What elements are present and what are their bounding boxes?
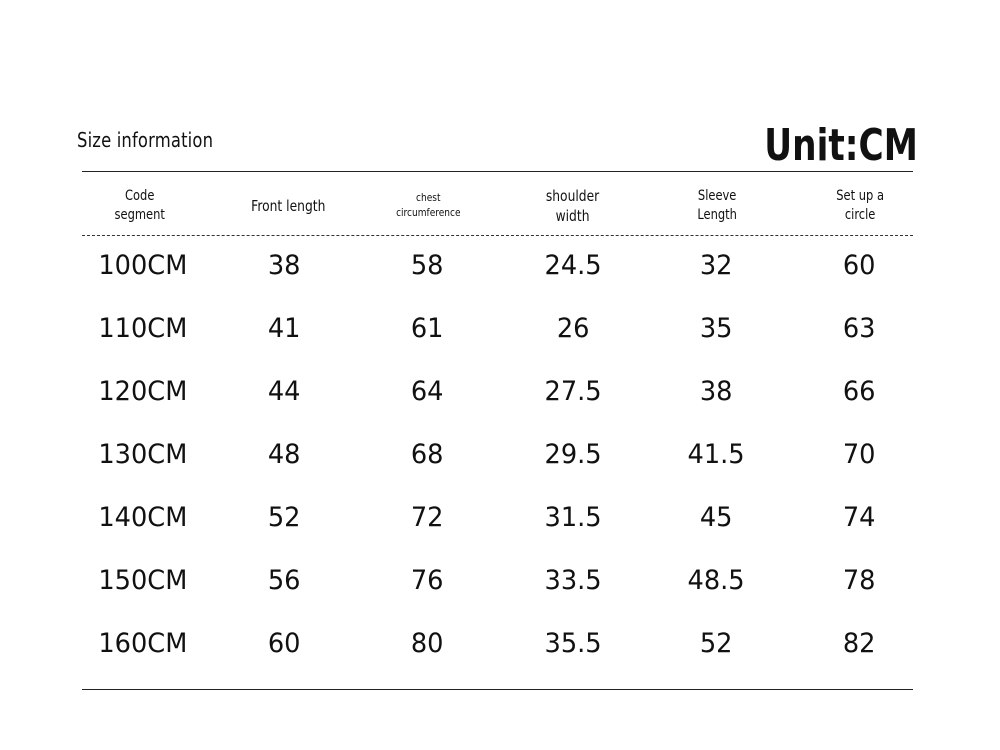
table-cell: 32: [699, 250, 733, 281]
table-cell: 76: [410, 565, 444, 596]
table-cell: 48: [267, 439, 301, 470]
table-row: [0, 624, 1000, 664]
column-header-chest-circumference: chest circumference: [395, 191, 461, 219]
table-cell: 35.5: [544, 628, 602, 659]
table-cell: 60: [842, 250, 876, 281]
table-cell: 82: [842, 628, 876, 659]
table-header: [0, 180, 1000, 232]
table-cell: 150CM: [98, 565, 188, 596]
table-row: [0, 309, 1000, 349]
header-divider: [82, 235, 913, 236]
table-cell: 130CM: [98, 439, 188, 470]
table-cell: 140CM: [98, 502, 188, 533]
table-cell: 74: [842, 502, 876, 533]
table-row: [0, 561, 1000, 601]
table-cell: 38: [699, 376, 733, 407]
table-cell: 63: [842, 313, 876, 344]
table-cell: 26: [556, 313, 590, 344]
table-cell: 56: [267, 565, 301, 596]
table-cell: 100CM: [98, 250, 188, 281]
table-cell: 45: [699, 502, 733, 533]
table-cell: 80: [410, 628, 444, 659]
table-cell: 160CM: [98, 628, 188, 659]
table-cell: 70: [842, 439, 876, 470]
column-header-front-length: Front length: [250, 196, 326, 215]
table-cell: 41.5: [687, 439, 745, 470]
table-bottom-rule: [82, 689, 913, 690]
column-header-shoulder-width: shoulder width: [546, 186, 600, 225]
table-cell: 41: [267, 313, 301, 344]
unit-label: Unit:CM: [764, 120, 918, 171]
table-row: [0, 498, 1000, 538]
table-cell: 72: [410, 502, 444, 533]
table-cell: 31.5: [544, 502, 602, 533]
table-cell: 68: [410, 439, 444, 470]
table-cell: 35: [699, 313, 733, 344]
table-top-rule: [82, 171, 913, 172]
table-cell: 58: [410, 250, 444, 281]
table-cell: 61: [410, 313, 444, 344]
table-cell: 44: [267, 376, 301, 407]
table-cell: 27.5: [544, 376, 602, 407]
table-cell: 52: [699, 628, 733, 659]
table-row: [0, 246, 1000, 286]
table-cell: 24.5: [544, 250, 602, 281]
table-cell: 48.5: [687, 565, 745, 596]
column-header-sleeve-length: Sleeve Length: [697, 188, 737, 223]
table-cell: 110CM: [98, 313, 188, 344]
size-info-title: Size information: [77, 128, 214, 152]
column-header-code-segment: Code segment: [114, 188, 166, 223]
table-cell: 52: [267, 502, 301, 533]
table-row: [0, 435, 1000, 475]
column-header-set-up-a-circle: Set up a circle: [836, 188, 884, 223]
table-cell: 66: [842, 376, 876, 407]
table-cell: 78: [842, 565, 876, 596]
table-cell: 29.5: [544, 439, 602, 470]
table-cell: 38: [267, 250, 301, 281]
table-cell: 64: [410, 376, 444, 407]
table-cell: 120CM: [98, 376, 188, 407]
table-cell: 60: [267, 628, 301, 659]
table-cell: 33.5: [544, 565, 602, 596]
table-row: [0, 372, 1000, 412]
